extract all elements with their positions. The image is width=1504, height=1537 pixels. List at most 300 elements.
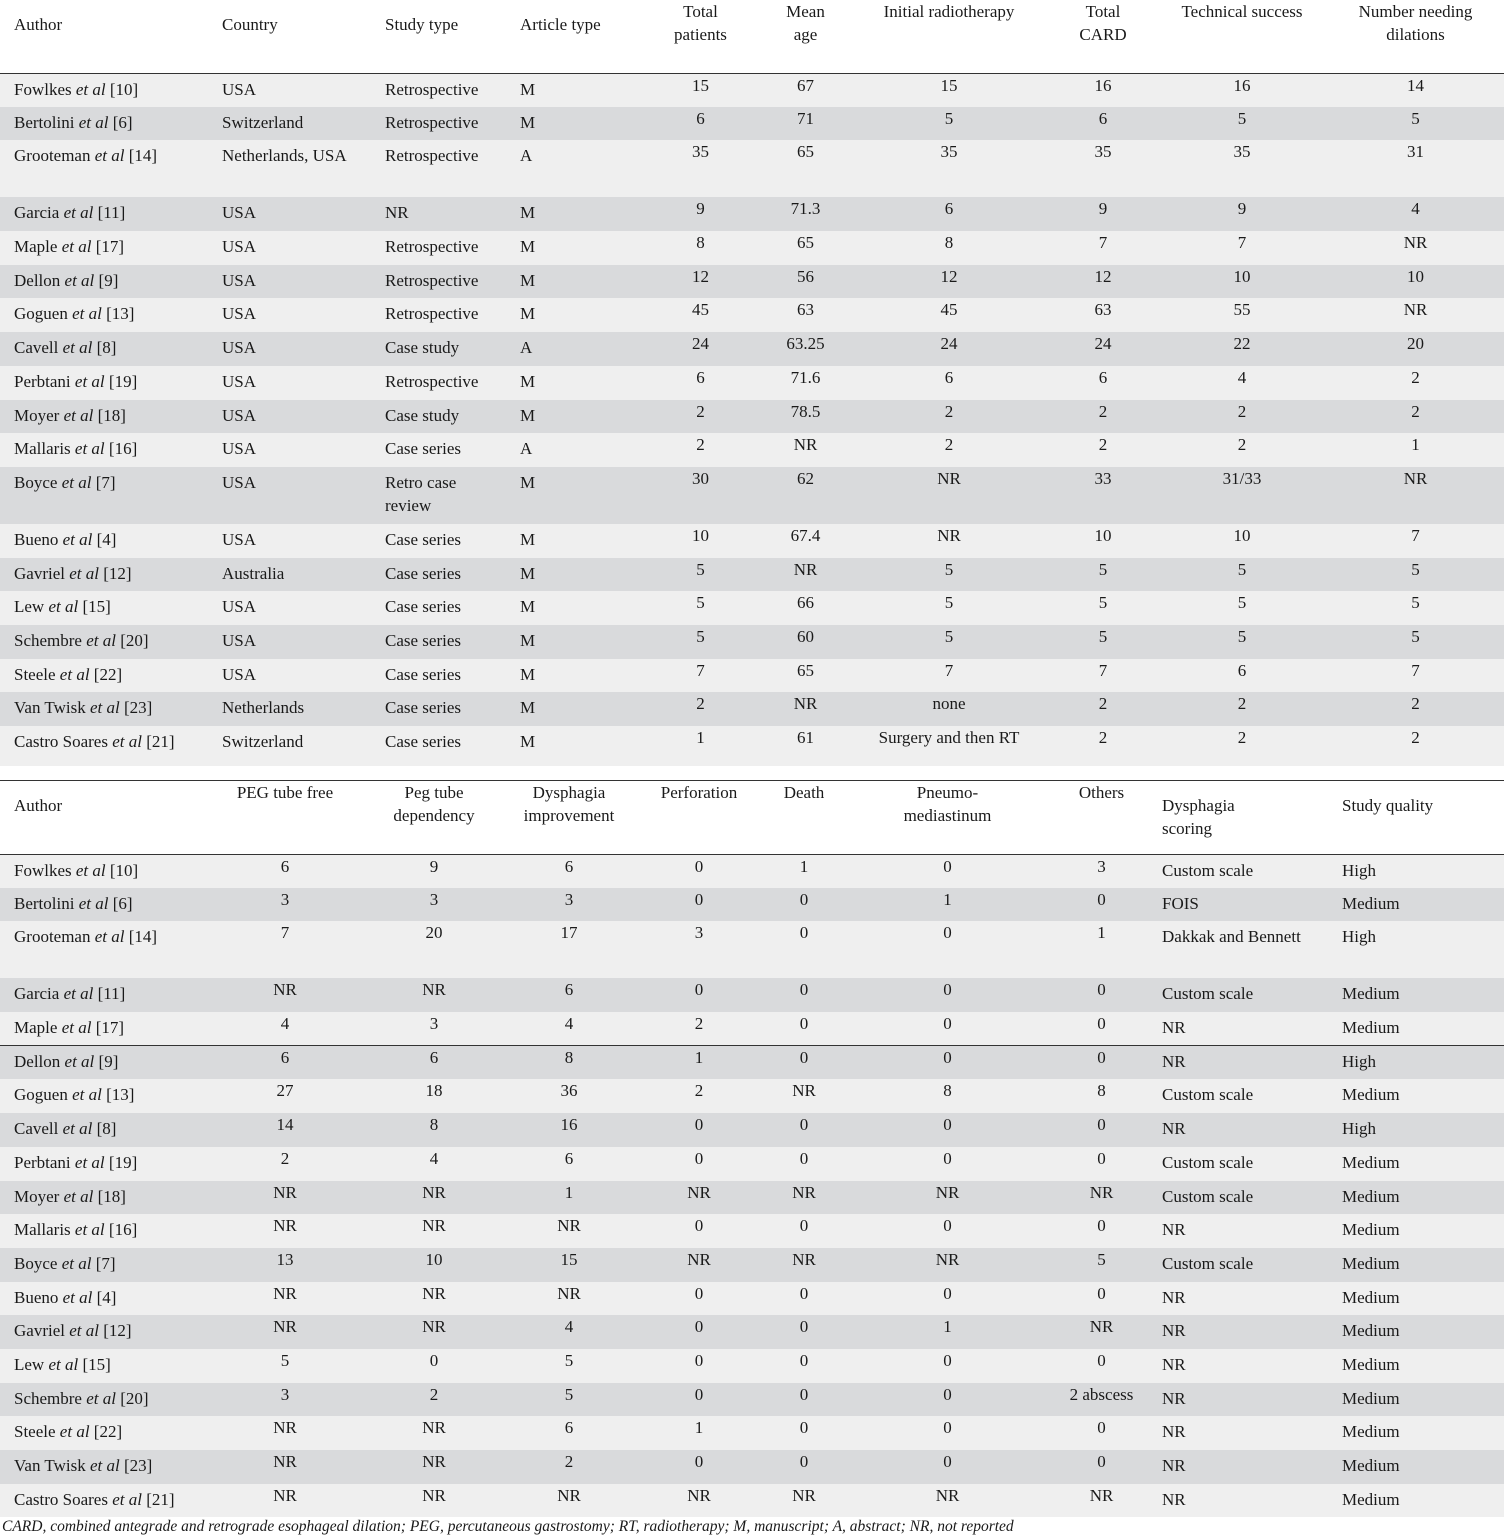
author-name: Garcia: [14, 203, 60, 223]
table-cell: NR: [687, 1485, 711, 1505]
table-cell: 6: [1098, 108, 1108, 128]
reference: [10]: [109, 860, 139, 880]
table-cell: 2: [694, 1014, 704, 1034]
table-cell: 4: [564, 1014, 574, 1034]
table-cell: 1: [1411, 435, 1420, 455]
et-al: et al: [61, 472, 92, 492]
author-cell: [0, 1046, 210, 1080]
table-row: [0, 298, 1504, 332]
table-cell: NR: [273, 1216, 297, 1236]
table-cell: 9: [696, 199, 705, 219]
table-cell: NR: [273, 1452, 297, 1471]
table-cell: 0: [799, 1148, 809, 1168]
table-cell: 5: [696, 593, 705, 613]
col-header: Article type: [520, 15, 601, 34]
table-cell: 3: [694, 923, 704, 943]
table-row: [0, 1450, 1504, 1484]
table-cell: M: [520, 698, 536, 718]
table-row: [0, 332, 1504, 366]
table-cell: High: [1342, 1119, 1376, 1139]
table-cell: 9: [1098, 199, 1108, 219]
col-header: Others: [1078, 783, 1125, 802]
table-cell: 65: [797, 142, 814, 162]
table-cell: 24: [692, 334, 709, 354]
table-cell: 0: [694, 1283, 704, 1303]
table-cell: 0: [694, 1148, 704, 1168]
reference: [20]: [120, 1388, 149, 1408]
table-cell: Case series: [385, 732, 462, 751]
table-cell: A: [520, 146, 533, 166]
et-al: et al: [89, 1456, 120, 1475]
table-cell: USA: [222, 472, 257, 492]
author-name: Bertolini: [14, 112, 75, 132]
table-cell: 0: [799, 1452, 809, 1471]
table-cell: 2: [1237, 435, 1247, 455]
author-cell: [0, 197, 208, 231]
table-row: [0, 1349, 1504, 1383]
table-cell: 5: [280, 1350, 290, 1370]
reference: [12]: [103, 563, 132, 583]
col-header: Dysphagia improvement: [523, 783, 615, 825]
table-row: [0, 558, 1504, 592]
table-cell: 0: [1097, 1148, 1106, 1168]
author-name: Schembre: [14, 630, 82, 650]
table-cell: Medium: [1342, 1388, 1400, 1408]
table-cell: 6: [564, 980, 574, 1000]
et-al: et al: [89, 698, 120, 718]
table-cell: 20: [425, 923, 443, 943]
table-cell: NR: [793, 435, 818, 455]
table-cell: 5: [1237, 593, 1247, 613]
author-cell: [0, 692, 208, 726]
table-cell: 3: [564, 889, 574, 909]
table-cell: 14: [1407, 75, 1424, 95]
table-cell: 0: [943, 1047, 952, 1067]
author-name: Van Twisk: [14, 698, 86, 718]
reference: [14]: [128, 146, 158, 166]
table-cell: Medium: [1342, 893, 1400, 913]
table-cell: 0: [943, 923, 952, 943]
table-row: [0, 1484, 1504, 1518]
table-row: [0, 1214, 1504, 1248]
table-cell: 8: [1097, 1081, 1106, 1101]
table-cell: 5: [696, 559, 705, 579]
table-cell: 0: [1097, 1283, 1106, 1303]
table-cell: 0: [694, 856, 704, 876]
table-cell: M: [520, 630, 536, 650]
table-cell: NR: [935, 1249, 960, 1269]
table-cell: NR: [273, 1485, 297, 1505]
table-cell: M: [520, 112, 536, 132]
table-cell: NR: [422, 1182, 446, 1202]
table-cell: 8: [564, 1047, 574, 1067]
table-cell: 65: [797, 660, 814, 680]
table-cell: NR: [1162, 1456, 1186, 1475]
table-cell: 7: [1098, 233, 1108, 253]
table-cell: 3: [429, 1014, 439, 1034]
table-cell: 3: [1097, 856, 1106, 876]
reference: [8]: [96, 1119, 117, 1139]
author-name: Maple: [14, 1018, 58, 1038]
table-cell: 0: [943, 1148, 952, 1168]
table-cell: NR: [1162, 1354, 1186, 1374]
et-al: et al: [61, 1253, 92, 1273]
author-name: Boyce: [14, 472, 58, 492]
reference: [17]: [95, 237, 125, 257]
table-cell: 27: [276, 1081, 294, 1101]
table-cell: 2: [694, 1081, 704, 1101]
col-header: Study quality: [1342, 796, 1434, 815]
table-cell: NR: [422, 1216, 446, 1236]
reference: [16]: [108, 1220, 138, 1240]
et-al: et al: [61, 1018, 92, 1038]
table-cell: 0: [943, 1115, 952, 1135]
table-cell: 30: [692, 468, 709, 488]
et-al: et al: [64, 1051, 95, 1071]
author-name: Moyer: [14, 1186, 60, 1206]
table-cell: 5: [944, 626, 954, 646]
table-cell: 0: [943, 1350, 952, 1370]
et-al: et al: [62, 1287, 93, 1307]
table-cell: 12: [940, 266, 958, 286]
table-cell: none: [932, 694, 966, 714]
et-al: et al: [62, 338, 93, 358]
table-row: [0, 726, 1504, 766]
table-cell: FOIS: [1162, 893, 1199, 913]
author-name: Van Twisk: [14, 1456, 86, 1475]
et-al: et al: [69, 1321, 99, 1341]
author-cell: [0, 921, 210, 978]
reference: [14]: [128, 927, 158, 947]
table-cell: 2: [564, 1452, 574, 1471]
table-cell: 5: [1411, 559, 1420, 579]
reference: [20]: [120, 630, 149, 650]
table-cell: 0: [694, 1216, 704, 1236]
table-cell: Medium: [1342, 1489, 1400, 1509]
table-cell: 5: [1237, 626, 1247, 646]
reference: [11]: [97, 984, 126, 1004]
et-al: et al: [61, 237, 92, 257]
table-cell: 5: [1098, 593, 1108, 613]
author-cell: [0, 1181, 210, 1215]
table-cell: 0: [943, 980, 952, 1000]
table-cell: 7: [1411, 660, 1420, 680]
table-cell: 1: [696, 728, 705, 747]
table-cell: NR: [273, 1283, 297, 1303]
table-cell: 12: [692, 266, 709, 286]
author-cell: [0, 659, 208, 693]
table-cell: 12: [1094, 266, 1112, 286]
author-name: Dellon: [14, 1051, 61, 1071]
table-cell: 10: [1233, 525, 1251, 545]
author-name: Lew: [14, 597, 45, 617]
table-cell: 7: [1411, 525, 1420, 545]
table-row: [0, 1079, 1504, 1113]
table-cell: 5: [944, 108, 954, 128]
table-cell: USA: [222, 630, 257, 650]
table-cell: 0: [799, 1384, 809, 1404]
table-cell: 6: [1098, 367, 1108, 387]
table-cell: 71: [797, 108, 814, 128]
table-cell: 0: [694, 1452, 704, 1471]
table-cell: 71.3: [790, 199, 821, 219]
et-al: et al: [112, 1489, 142, 1509]
table-cell: 56: [797, 266, 814, 286]
table-cell: 15: [560, 1249, 578, 1269]
table-cell: NR: [273, 980, 297, 1000]
table-cell: 1: [694, 1047, 704, 1067]
table-cell: 0: [943, 1014, 952, 1034]
table-row: [0, 366, 1504, 400]
table-cell: NR: [1162, 1489, 1186, 1509]
table-row: [0, 1046, 1504, 1080]
et-al: et al: [59, 664, 90, 684]
table-cell: NR: [422, 980, 446, 1000]
table-cell: Medium: [1342, 1220, 1400, 1240]
table-cell: 2: [944, 401, 954, 421]
table-cell: 20: [1407, 334, 1424, 354]
table-cell: 31: [1407, 142, 1424, 162]
table-cell: 0: [694, 980, 704, 1000]
table-cell: NR: [687, 1182, 711, 1202]
table-cell: Case series: [385, 698, 462, 718]
table-cell: 0: [1097, 1014, 1106, 1034]
table-cell: 6: [280, 1047, 290, 1067]
table-cell: 2: [944, 435, 954, 455]
table-cell: M: [520, 304, 536, 324]
table-cell: 6: [696, 367, 705, 387]
table-cell: NR: [273, 1317, 297, 1337]
table-cell: 4: [280, 1014, 290, 1034]
table-cell: Medium: [1342, 1422, 1400, 1442]
col-header: Study type: [385, 15, 459, 34]
table-cell: 3: [280, 889, 290, 909]
table-cell: 0: [1097, 1047, 1106, 1067]
table-cell: Retrospective: [385, 237, 479, 257]
table-cell: NR: [937, 525, 961, 545]
table-cell: 16: [560, 1115, 578, 1135]
table-cell: NR: [557, 1485, 581, 1505]
table-cell: 36: [560, 1081, 578, 1101]
et-al: et al: [86, 630, 116, 650]
table-cell: 66: [797, 593, 814, 613]
table-cell: 17: [560, 923, 578, 943]
table-cell: 8: [429, 1115, 439, 1135]
table-row: [0, 1181, 1504, 1215]
table-cell: 0: [943, 856, 952, 876]
col-header: Death: [783, 783, 825, 802]
table-cell: USA: [222, 371, 257, 391]
author-name: Moyer: [14, 405, 60, 425]
et-al: et al: [74, 439, 105, 459]
table-cell: 8: [943, 1081, 952, 1101]
table-cell: Medium: [1342, 984, 1400, 1004]
row-divider: [0, 1045, 1504, 1046]
table-cell: NR: [793, 559, 818, 579]
table-2: [0, 781, 1504, 1517]
table-cell: 67: [797, 75, 814, 95]
table-cell: 5: [1098, 559, 1108, 579]
table-cell: Retrospective: [385, 270, 479, 290]
table-cell: 6: [944, 199, 954, 219]
reference: [23]: [123, 1456, 153, 1475]
table-cell: NR: [422, 1317, 446, 1337]
table-cell: 16: [1233, 75, 1251, 95]
table-cell: 6: [944, 367, 954, 387]
table-cell: 6: [696, 108, 705, 128]
author-name: Perbtani: [14, 1152, 71, 1172]
et-al: et al: [72, 304, 102, 324]
table-cell: 35: [1233, 142, 1251, 162]
table-row: [0, 659, 1504, 693]
table-row: [0, 854, 1504, 888]
author-name: Fowlkes: [14, 79, 72, 99]
col-header: PEG tube free: [236, 783, 334, 802]
table-cell: NR: [273, 1418, 297, 1438]
table-cell: 6: [280, 856, 290, 876]
table-cell: 2: [1098, 728, 1108, 747]
table-cell: 0: [799, 1317, 809, 1337]
author-name: Boyce: [14, 1253, 58, 1273]
table-cell: 0: [799, 1350, 809, 1370]
et-al: et al: [86, 1388, 116, 1408]
table-cell: NR: [1162, 1119, 1186, 1139]
et-al: et al: [72, 1085, 102, 1105]
table-cell: 5: [1411, 593, 1420, 613]
table-cell: 2: [1411, 367, 1420, 387]
reference: [22]: [93, 664, 123, 684]
table-row: [0, 400, 1504, 434]
table-cell: 4: [1411, 199, 1420, 219]
et-al: et al: [48, 597, 79, 617]
et-al: et al: [59, 1422, 90, 1442]
reference: [9]: [98, 1051, 119, 1071]
reference: [13]: [106, 304, 135, 324]
table-cell: Retrospective: [385, 79, 479, 99]
table-cell: 35: [940, 142, 958, 162]
author-cell: [0, 726, 208, 766]
table-cell: 5: [944, 593, 954, 613]
author-name: Fowlkes: [14, 860, 72, 880]
table-cell: 0: [694, 1317, 704, 1337]
table-row: [0, 467, 1504, 524]
table-cell: Custom scale: [1162, 984, 1254, 1004]
table-cell: NR: [557, 1216, 581, 1236]
table-cell: NR: [937, 468, 961, 488]
table-cell: M: [520, 472, 536, 492]
table-cell: 63: [1094, 300, 1112, 320]
table-cell: 0: [1097, 1216, 1106, 1236]
author-name: Bueno: [14, 1287, 59, 1307]
author-name: Schembre: [14, 1388, 82, 1408]
table-cell: USA: [222, 597, 257, 617]
table-cell: NR: [687, 1249, 711, 1269]
table-cell: USA: [222, 664, 257, 684]
author-cell: [0, 888, 210, 922]
author-cell: [0, 1383, 210, 1417]
author-cell: [0, 1248, 210, 1282]
table-row: [0, 524, 1504, 558]
table-cell: 5: [1411, 626, 1420, 646]
author-cell: [0, 524, 208, 558]
author-cell: [0, 1079, 210, 1113]
reference: [12]: [103, 1321, 132, 1341]
table-cell: High: [1342, 1051, 1376, 1071]
reference: [23]: [123, 698, 153, 718]
table-cell: 5: [1411, 108, 1420, 128]
reference: [18]: [97, 405, 126, 425]
table-cell: NR: [792, 1485, 816, 1505]
col-header: Total CARD: [1079, 2, 1127, 44]
table-cell: USA: [222, 529, 257, 549]
table-1: [0, 0, 1504, 766]
col-header: Dysphagia scoring: [1162, 796, 1235, 838]
table-cell: M: [520, 563, 536, 583]
et-al: et al: [94, 927, 125, 947]
author-cell: [0, 1450, 210, 1484]
table-cell: 6: [1237, 660, 1247, 680]
table-cell: NR: [422, 1418, 446, 1438]
author-cell: [0, 400, 208, 434]
author-name: Dellon: [14, 270, 61, 290]
author-cell: [0, 1113, 210, 1147]
author-name: Goguen: [14, 304, 68, 324]
table-row: [0, 1315, 1504, 1349]
author-cell: [0, 1012, 210, 1046]
table-cell: Medium: [1342, 1287, 1400, 1307]
et-al: et al: [62, 1119, 93, 1139]
table-cell: 10: [1094, 525, 1112, 545]
table-row: [0, 231, 1504, 265]
author-name: Gavriel: [14, 1321, 65, 1341]
reference: [10]: [109, 79, 139, 99]
table-cell: USA: [222, 338, 257, 358]
author-name: Goguen: [14, 1085, 68, 1105]
table-cell: NR: [273, 1182, 297, 1202]
table-cell: 2: [1098, 401, 1108, 421]
table-cell: 5: [564, 1384, 574, 1404]
table-cell: 63: [797, 300, 814, 320]
et-al: et al: [74, 1152, 105, 1172]
table-cell: 4: [1237, 367, 1247, 387]
table-row: [0, 888, 1504, 922]
table-cell: 1: [943, 1317, 952, 1337]
table-cell: NR: [792, 1182, 816, 1202]
reference: [6]: [112, 893, 133, 913]
table-cell: 0: [943, 1452, 952, 1471]
author-cell: [0, 467, 208, 524]
table-cell: 0: [1097, 1452, 1106, 1471]
table-cell: 2: [1098, 694, 1108, 714]
author-name: Steele: [14, 1422, 56, 1442]
table-cell: 78.5: [790, 401, 821, 421]
table-cell: USA: [222, 203, 257, 223]
table-cell: 15: [692, 75, 709, 95]
author-name: Garcia: [14, 984, 60, 1004]
table-cell: 1: [799, 856, 809, 876]
table-cell: 5: [1237, 559, 1247, 579]
table-row: [0, 1416, 1504, 1450]
table-cell: 18: [425, 1081, 443, 1101]
table-cell: 10: [1407, 266, 1424, 286]
table-cell: Retrospective: [385, 112, 479, 132]
table-cell: Netherlands: [222, 698, 305, 718]
author-name: Castro Soares: [14, 1489, 108, 1509]
table-cell: 3: [429, 889, 439, 909]
et-al: et al: [74, 371, 105, 391]
table-cell: 62: [797, 468, 814, 488]
author-name: Lew: [14, 1354, 45, 1374]
